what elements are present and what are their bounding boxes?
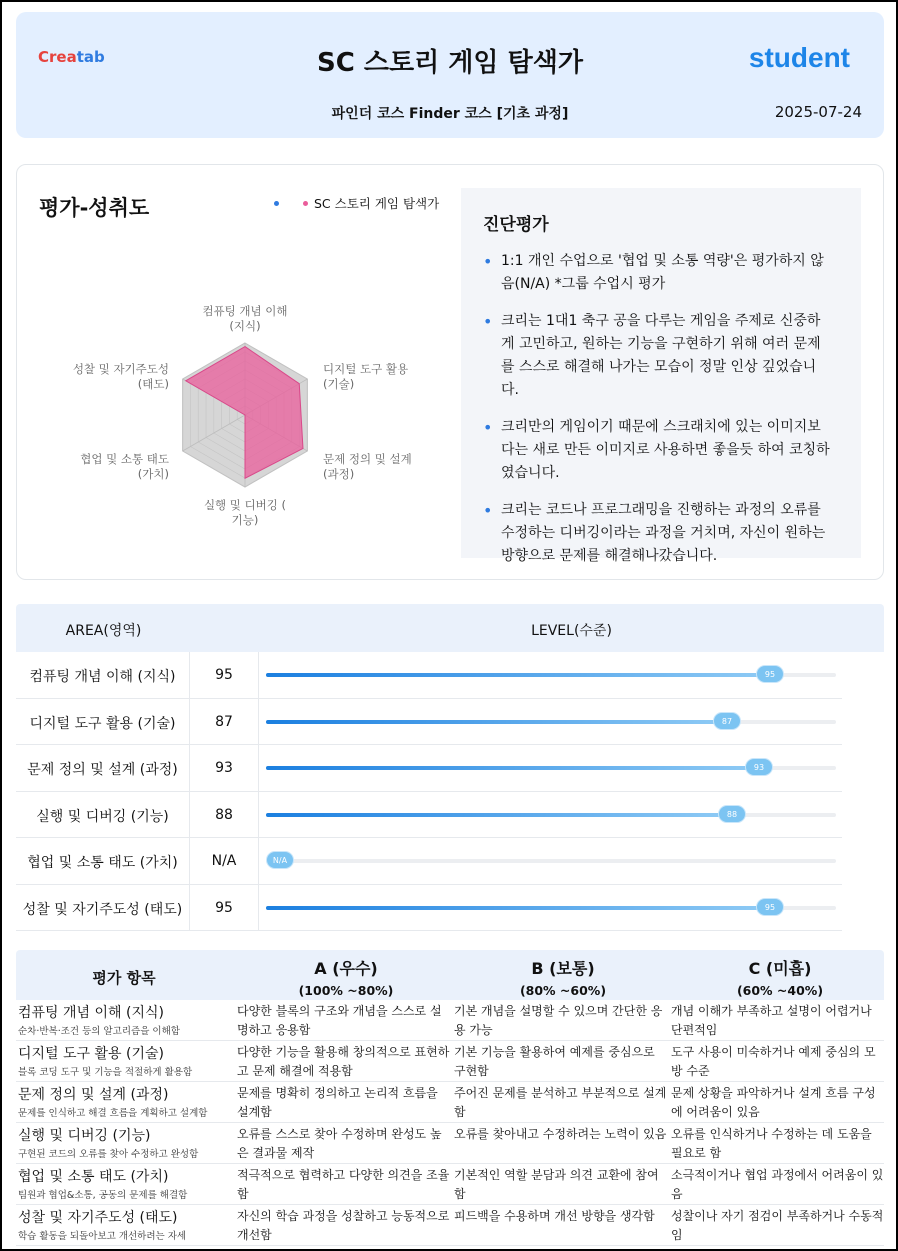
radar-axis-label: (태도): [137, 377, 169, 391]
criteria-grade-b: 피드백을 수용하며 개선 방향을 생각함: [454, 1209, 655, 1223]
level-bar-fill: [266, 673, 770, 677]
chart-legend: [274, 194, 439, 212]
radar-axis-label: 컴퓨팅 개념 이해: [202, 304, 288, 318]
level-row: [16, 885, 842, 932]
diagnosis-item: • 크리는 1대1 축구 공을 다루는 게임을 주제로 신중하게 고민하고, 원하는 기능을 구현하기 위해 여러 문제를 스스로 해결해 나가는 모습이 정말 인상 깊었습니다.: [483, 310, 833, 402]
diagnosis-title: 진단평가: [483, 215, 549, 235]
level-value: N/A: [189, 838, 259, 884]
criteria-grade-a: 다양한 기능을 활용해 창의적으로 표현하고 문제 해결에 적용함: [237, 1045, 450, 1078]
criteria-name: 문제 정의 및 설계 (과정): [18, 1087, 169, 1103]
criteria-name: 성찰 및 자기주도성 (태도): [18, 1210, 178, 1226]
level-bar-track: [266, 856, 836, 865]
level-bubble: 93: [745, 758, 773, 776]
level-value: 95: [189, 652, 259, 698]
level-bar-track: [266, 670, 836, 679]
criteria-row: [16, 1205, 884, 1246]
radar-axis-label: (지식): [229, 319, 261, 333]
level-bar-fill: [266, 720, 727, 724]
criteria-table: [16, 950, 884, 1246]
radar-axis-label: 문제 정의 및 설계: [323, 452, 412, 466]
diagnosis-item: • 크리만의 게임이기 때문에 스크래치에 있는 이미지보다는 새로 만든 이미지로 사용하면 좋을듯 하여 코칭하였습니다.: [483, 416, 833, 485]
criteria-grade-c: 오류를 인식하거나 수정하는 데 도움을 필요로 함: [671, 1127, 872, 1160]
criteria-name: 실행 및 디버깅 (기능): [18, 1128, 151, 1144]
criteria-grade-a: 오류를 스스로 찾아 수정하며 완성도 높은 결과물 제작: [237, 1127, 442, 1160]
level-bar-fill: [266, 906, 770, 910]
level-row: [16, 699, 842, 746]
level-area: 실행 및 디버깅 (기능): [36, 808, 169, 825]
criteria-row: [16, 1123, 884, 1164]
criteria-row: [16, 1164, 884, 1205]
criteria-grade-c: 성찰이나 자기 점검이 부족하거나 수동적임: [671, 1209, 884, 1242]
level-area: 문제 정의 및 설계 (과정): [27, 762, 178, 778]
criteria-row: [16, 1000, 884, 1041]
criteria-grade-b: 기본적인 역할 분담과 의견 교환에 참여함: [454, 1168, 659, 1201]
criteria-grade-a: 적극적으로 협력하고 다양한 의견을 조율함: [237, 1168, 450, 1201]
grade-c-range: (60% ~40%): [736, 983, 824, 998]
diagnosis-item: • 크리는 코드나 프로그래밍을 진행하는 과정의 오류를 수정하는 디버깅이라는 과정을 거치며, 자신이 원하는 방향으로 문제를 해결해나갔습니다.: [483, 499, 833, 568]
evaluation-title: 평가-성취도: [39, 196, 150, 220]
criteria-grade-c: 문제 상황을 파악하거나 설계 흐름 구성에 어려움이 있음: [671, 1086, 876, 1119]
radar-axis-label: 디지털 도구 활용: [323, 362, 409, 376]
level-value: 87: [189, 699, 259, 745]
creatab-logo: Creatab: [38, 48, 105, 66]
level-bar-track: [266, 716, 836, 726]
criteria-grade-b: 오류를 찾아내고 수정하려는 노력이 있음: [454, 1127, 667, 1141]
criteria-grade-c: 개념 이해가 부족하고 설명이 어렵거나 단편적임: [671, 1004, 872, 1037]
grade-b-header: [454, 956, 672, 998]
criteria-item-header: 평가 항목: [92, 969, 156, 987]
level-bubble: 95: [756, 898, 784, 916]
criteria-sub: 순차·반복·조건 등의 알고리즘을 이해함: [18, 1026, 180, 1037]
radar-axis-label: 성찰 및 자기주도성: [72, 362, 169, 376]
criteria-grade-b: 기본 기능을 활용하여 예제를 중심으로 구현함: [454, 1045, 655, 1078]
report-title: SC 스토리 게임 탐색가: [317, 48, 583, 78]
criteria-row: [16, 1041, 884, 1082]
legend-dot-blue: [274, 201, 279, 206]
criteria-sub: 문제를 인식하고 해결 흐름을 계획하고 설계함: [18, 1108, 208, 1119]
report-header: [16, 12, 884, 138]
level-row: [16, 745, 842, 792]
criteria-name: 컴퓨팅 개념 이해 (지식): [18, 1005, 164, 1021]
diagnosis-list: [483, 250, 833, 568]
criteria-grade-b: 주어진 문제를 분석하고 부분적으로 설계함: [454, 1086, 667, 1119]
grade-c-header: [671, 956, 889, 998]
radar-axis-label: (과정): [323, 467, 355, 481]
criteria-sub: 팀원과 협업&소통, 공동의 문제를 해결함: [18, 1190, 188, 1201]
level-bar-track: [266, 763, 836, 772]
criteria-sub: 구현된 코드의 오류를 찾아 수정하고 완성함: [18, 1149, 199, 1160]
level-bubble: 88: [718, 805, 746, 823]
area-header: AREA(영역): [65, 623, 142, 639]
level-area: 성찰 및 자기주도성 (태도): [22, 901, 183, 918]
level-bubble: N/A: [266, 851, 294, 869]
grade-a-range: (100% ~80%): [298, 983, 394, 998]
diagnosis-panel: [461, 188, 861, 564]
criteria-grade-a: 다양한 블록의 구조와 개념을 스스로 설명하고 응용함: [237, 1004, 442, 1037]
role-label: student: [748, 42, 850, 73]
level-table: [16, 604, 884, 931]
level-bubble: 87: [713, 712, 741, 730]
level-table-header: [16, 604, 884, 652]
grade-c-title: C (미흡): [748, 959, 812, 978]
level-bubble: 95: [756, 665, 784, 683]
level-value: 95: [189, 885, 259, 931]
grade-a-header: [237, 956, 455, 998]
level-bar-fill: [266, 813, 732, 817]
legend-label: SC 스토리 게임 탐색가: [314, 196, 440, 211]
level-area: 컴퓨팅 개념 이해 (지식): [29, 669, 176, 685]
grade-a-title: A (우수): [314, 959, 378, 978]
radar-axis-label: 기능): [231, 513, 259, 527]
grade-b-range: (80% ~60%): [519, 983, 607, 998]
criteria-grade-c: 도구 사용이 미숙하거나 예제 중심의 모방 수준: [671, 1045, 876, 1078]
criteria-row: [16, 1082, 884, 1123]
level-value: 88: [189, 792, 259, 838]
level-row: [16, 838, 842, 885]
criteria-table-header: [16, 950, 884, 1000]
criteria-sub: 학습 활동을 되돌아보고 개선하려는 자세: [18, 1231, 187, 1242]
report-date: 2025-07-24: [774, 103, 862, 121]
criteria-grade-a: 자신의 학습 과정을 성찰하고 능동적으로 개선함: [237, 1209, 450, 1242]
diagnosis-item: • 1:1 개인 수업으로 '협업 및 소통 역량'은 평가하지 않음(N/A) *그룹 수업시 평가: [483, 250, 833, 296]
level-bar-track: [266, 902, 836, 912]
level-row: [16, 792, 842, 839]
level-bar-track: [266, 809, 836, 819]
radar-chart: [17, 260, 447, 550]
level-bar-fill: [266, 766, 759, 770]
radar-axis-label: 협업 및 소통 태도: [80, 452, 169, 466]
criteria-grade-c: 소극적이거나 협업 과정에서 어려움이 있음: [671, 1168, 884, 1201]
course-name: 파인더 코스 Finder 코스 [기초 과정]: [331, 106, 569, 122]
criteria-name: 디지털 도구 활용 (기술): [18, 1046, 164, 1062]
criteria-name: 협업 및 소통 태도 (가치): [18, 1169, 169, 1185]
level-value: 93: [189, 745, 259, 791]
criteria-grade-b: 기본 개념을 설명할 수 있으며 간단한 응용 가능: [454, 1004, 663, 1037]
legend-dot-pink: [303, 201, 308, 206]
criteria-sub: 블록 코딩 도구 및 기능을 적절하게 활용함: [18, 1067, 193, 1078]
level-area: 디지털 도구 활용 (기술): [29, 715, 176, 732]
level-row: [16, 652, 842, 699]
criteria-grade-a: 문제를 명확히 정의하고 논리적 흐름을 설계함: [237, 1086, 438, 1119]
radar-axis-label: (기술): [323, 377, 355, 391]
level-header: LEVEL(수준): [531, 623, 612, 639]
level-area: 협업 및 소통 태도 (가치): [27, 855, 178, 871]
evaluation-card: [16, 164, 884, 580]
grade-b-title: B (보통): [531, 959, 595, 978]
radar-axis-label: 실행 및 디버깅 (: [203, 498, 287, 512]
radar-axis-label: (가치): [137, 467, 169, 481]
